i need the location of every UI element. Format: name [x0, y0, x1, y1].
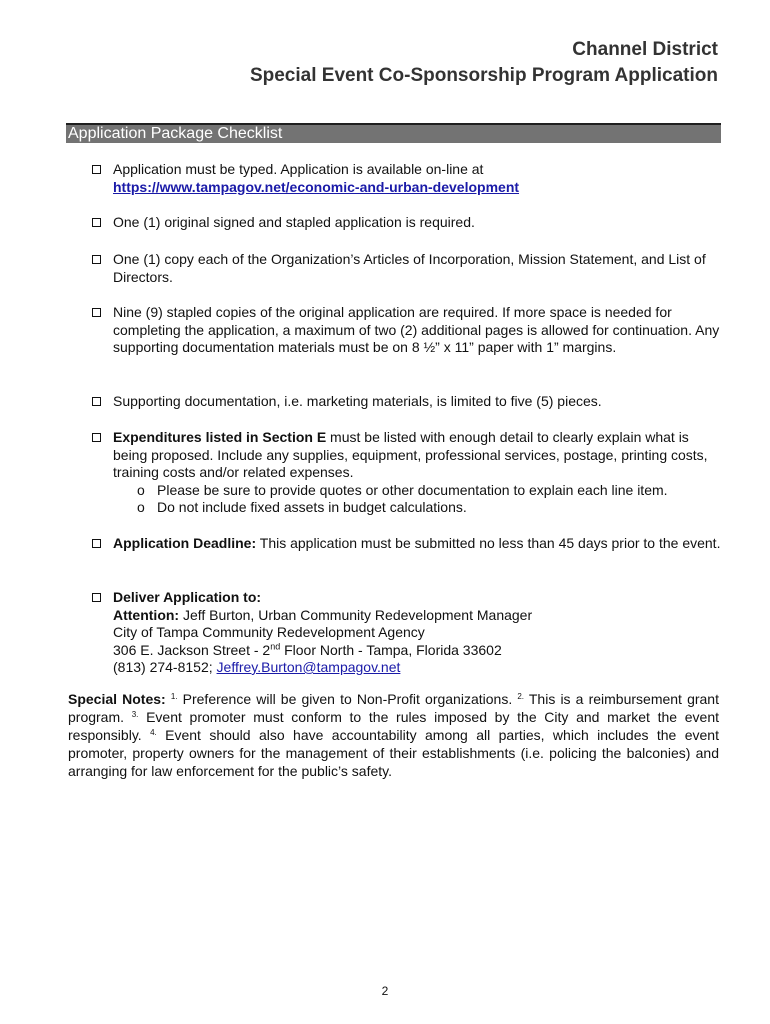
page-number: 2 — [381, 984, 389, 998]
item-text: One (1) copy each of the Organization’s Articles of Incorporation, Mission Statement, and List of Directors. — [113, 251, 706, 285]
item-bold-label: Deliver Application to: — [113, 589, 262, 605]
application-title: Special Event Co-Sponsorship Program Application — [249, 65, 718, 86]
sub-item-text: Please be sure to provide quotes or other documentation to explain each line item. — [157, 481, 668, 498]
checkbox-icon[interactable] — [92, 593, 101, 602]
district-title: Channel District — [572, 39, 718, 60]
item-text: Application must be typed. Application is available on-line at — [113, 161, 484, 177]
item-text: Nine (9) stapled copies of the original application are required. If more space is needed for completing the application, a maximum of two (2) additional pages is allowed for continuation. Any supporting documentation materials must be on 8 ½” x 11” paper with 1” margins. — [113, 304, 720, 355]
agency-name: City of Tampa Community Redevelopment Agency — [113, 624, 425, 640]
item-text: must be listed with enough detail to clearly explain what is being proposed. Include any supplies, equipment, professional services, postage, printing costs, training costs and/or related expenses. — [113, 429, 708, 480]
email-link[interactable]: Jeffrey.Burton@tampagov.net — [216, 659, 401, 675]
item-text: This application must be submitted no less than 45 days prior to the event. — [256, 535, 721, 551]
checkbox-icon[interactable] — [92, 433, 101, 442]
sub-item-text: Do not include fixed assets in budget calculations. — [157, 499, 467, 515]
checkbox-icon[interactable] — [92, 539, 101, 548]
document-header — [250, 37, 718, 89]
item-bold-label: Application Deadline: — [113, 535, 257, 551]
bullet-icon: o — [137, 481, 145, 498]
item-text: One (1) original signed and stapled application is required. — [113, 214, 475, 230]
checkbox-icon[interactable] — [92, 308, 101, 317]
website-link[interactable]: https://www.tampagov.net/economic-and-urban-development — [113, 178, 520, 195]
checkbox-icon[interactable] — [92, 255, 101, 264]
item-bold-label: Expenditures listed in Section E — [113, 429, 327, 445]
checklist-section-bar — [66, 123, 721, 143]
mailing-address: 306 E. Jackson Street - 2nd Floor North - Tampa, Florida 33602 — [113, 640, 502, 658]
special-notes: Special Notes: $^{1.}$ Preference will be given to Non-Profit organizations. $^{2.}$ This is a reimbursement grant program. $^{3.}$ Event promoter must conform to the rules imposed by the City and market the event responsibly. $^{4.}$ Event should also have accountability among all parties, which includes the event promoter, property owners for the management of their establishments (i.e. policing the balconies) and arranging for law enforcement for the public’s safety. — [68, 691, 720, 779]
checkbox-icon[interactable] — [92, 397, 101, 406]
item-text: Supporting documentation, i.e. marketing materials, is limited to five (5) pieces. — [113, 393, 602, 409]
phone-number: (813) 274-8152; — [113, 659, 217, 675]
attention-text: Jeff Burton, Urban Community Redevelopment Manager — [179, 606, 533, 623]
notes-label: Special Notes: — [68, 691, 166, 707]
section-title: Application Package Checklist — [68, 125, 283, 142]
checkbox-icon[interactable] — [92, 165, 101, 174]
attention-label: Attention: — [113, 606, 180, 623]
bullet-icon: o — [137, 499, 145, 515]
checkbox-icon[interactable] — [92, 218, 101, 227]
